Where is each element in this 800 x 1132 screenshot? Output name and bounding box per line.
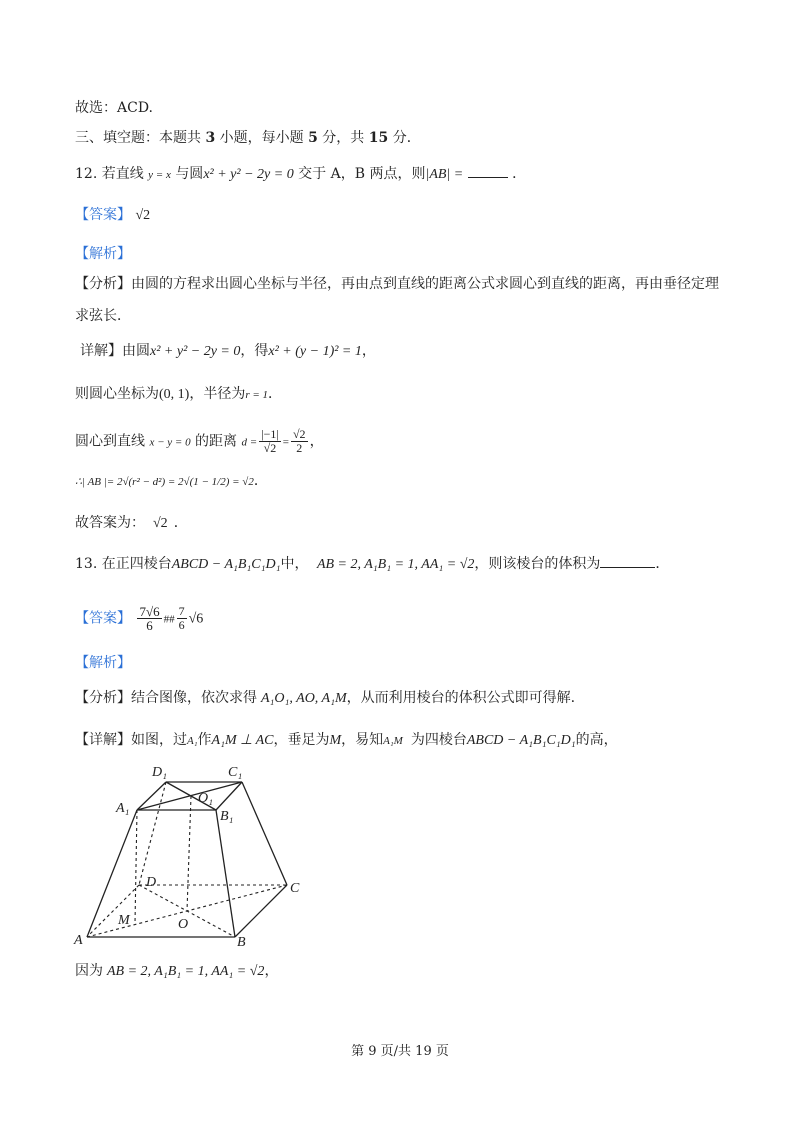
edge-d-d1-hidden	[139, 782, 166, 885]
q12-final: 故答案为： √2 ．	[75, 515, 188, 531]
q13-fenxi: 【分析】结合图像，依次求得 A₁O₁, AO, A₁M，从而利用棱台的体积公式即可得解.	[75, 690, 576, 706]
q11-choice: 故选：ACD.	[75, 100, 153, 116]
label-o1: O₁	[198, 791, 213, 806]
label-a1: A₁	[116, 801, 130, 816]
q13-answer-blank	[600, 567, 655, 568]
label-d1: D₁	[152, 765, 167, 780]
edge-b-b1	[216, 810, 235, 937]
diag-a1-c1	[137, 782, 242, 810]
label-c: C	[290, 881, 300, 896]
answer-alt-fraction: $\frac{7}{6}$	[178, 604, 185, 632]
dist-result-fraction: $\frac{√2}{2}$	[292, 427, 306, 455]
q13-because: 因为 AB = 2, A₁B₁ = 1, AA₁ = √2，	[75, 963, 279, 979]
dist-fraction: $\frac{|-1|}{√2}$	[261, 427, 279, 455]
label-c1: C₁	[228, 765, 243, 780]
q13-question: 13. 在正四棱台ABCD − A₁B₁C₁D₁中， AB = 2, A₁B₁ = 1, AA₁ = √2，则该棱台的体积为 ．	[75, 556, 670, 572]
label-m: M	[118, 913, 130, 928]
q13-detail: 【详解】如图，过A₁作A₁M ⊥ AC，垂足为M，易知A₁M 为四棱台ABCD − A₁B₁C₁D₁的高，	[75, 732, 618, 748]
q12-center: 则圆心坐标为(0, 1)，半径为r = 1．	[75, 386, 283, 402]
q12-analysis-tag: 【解析】	[75, 246, 131, 262]
q12-chord: ∴| AB |= 2√(r² − d²) = 2√(1 − 1/2) = √2．	[75, 473, 268, 489]
q12-answer-blank	[468, 177, 508, 178]
page-footer: 第 9 页/共 19 页	[351, 1044, 449, 1059]
label-b: B	[237, 935, 246, 950]
answer-fraction: $\frac{7√6}{6}$	[139, 604, 160, 633]
label-b1: B₁	[220, 809, 234, 824]
section-heading: 三、填空题：本题共 3 小题，每小题 5 分，共 15 分．	[75, 130, 421, 146]
q12-fenxi-cont: 求弦长．	[75, 308, 131, 324]
label-o: O	[178, 917, 189, 932]
edge-b-c	[235, 885, 287, 937]
q12-answer: 【答案】 √2	[75, 207, 151, 223]
height-a1-m-hidden	[135, 810, 137, 923]
axis-o-o1-hidden	[187, 796, 191, 911]
q13-analysis-tag: 【解析】	[75, 655, 131, 671]
edge-d-a-hidden	[87, 885, 139, 937]
label-d: D	[146, 875, 157, 890]
q13-answer: 【答案】 $\frac{7√6}{6}$ ## $\frac{7}{6}$ √6	[75, 604, 204, 633]
q12-question: 12. 若直线 y = x 与圆x² + y² − 2y = 0 交于 A，B 两点，则|AB| = ．	[75, 166, 527, 182]
edge-c-c1	[242, 782, 287, 885]
edge-c1-b1	[216, 782, 242, 810]
q12-detail: 详解】由圆x² + y² − 2y = 0，得x² + (y − 1)² = 1，	[80, 343, 376, 359]
q12-distance: 圆心到直线 x − y = 0 的距离 d = $\frac{|-1|}{√2}$ = $\frac{√2}{2}$ ，	[75, 427, 324, 455]
frustum-figure	[72, 760, 312, 950]
label-a: A	[74, 933, 83, 948]
q12-fenxi: 【分析】由圆的方程求出圆心坐标与半径，再由点到直线的距离公式求圆心到直线的距离，再由垂径定理	[75, 276, 719, 292]
